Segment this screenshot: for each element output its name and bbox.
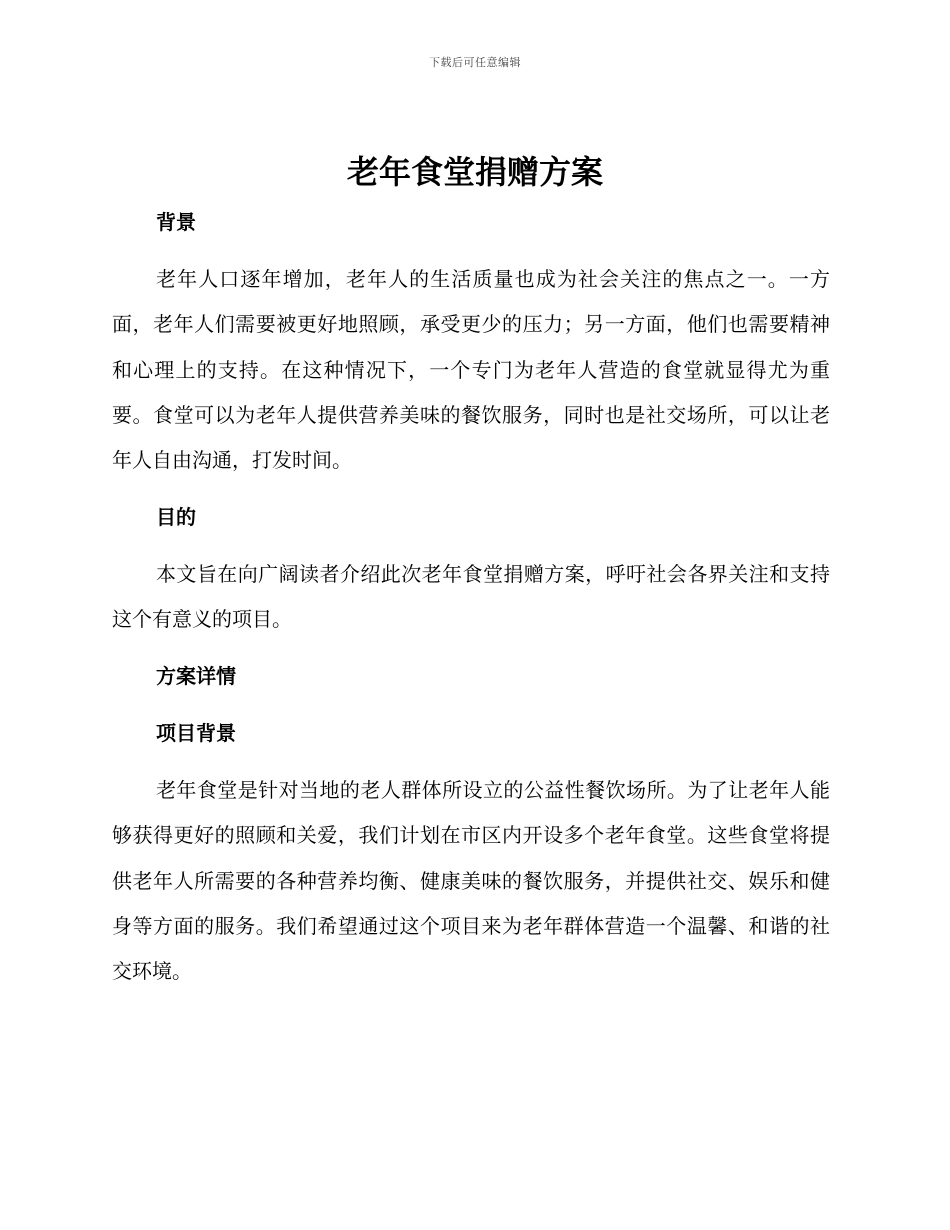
document-title: 老年食堂捐赠方案: [346, 153, 603, 191]
paragraph-purpose: 本文旨在向广阔读者介绍此次老年食堂捐赠方案，呼吁社会各界关注和支持这个有意义的项目。: [112, 562, 830, 632]
section-heading-project-background: 项目背景: [156, 721, 236, 745]
section-heading-purpose: 目的: [156, 505, 196, 529]
section-heading-plan-details: 方案详情: [156, 664, 236, 688]
paragraph-project-background: 老年食堂是针对当地的老人群体所设立的公益性餐饮场所。为了让老年人能够获得更好的照顾和关爱，我们计划在市区内开设多个老年食堂。这些食堂将提供老年人所需要的各种营养均衡、健康美味的餐饮服务，并提供社交、娱乐和健身等方面的服务。我们希望通过这个项目来为老年群体营造一个温馨、和谐的社交环境。: [112, 778, 830, 984]
paragraph-background: 老年人口逐年增加，老年人的生活质量也成为社会关注的焦点之一。一方面，老年人们需要被更好地照顾，承受更少的压力；另一方面，他们也需要精神和心理上的支持。在这种情况下，一个专门为老年人营造的食堂就显得尤为重要。食堂可以为老年人提供营养美味的餐饮服务，同时也是社交场所，可以让老年人自由沟通，打发时间。: [112, 267, 830, 473]
header-note: 下载后可任意编辑: [429, 56, 521, 69]
section-heading-background: 背景: [156, 210, 196, 234]
